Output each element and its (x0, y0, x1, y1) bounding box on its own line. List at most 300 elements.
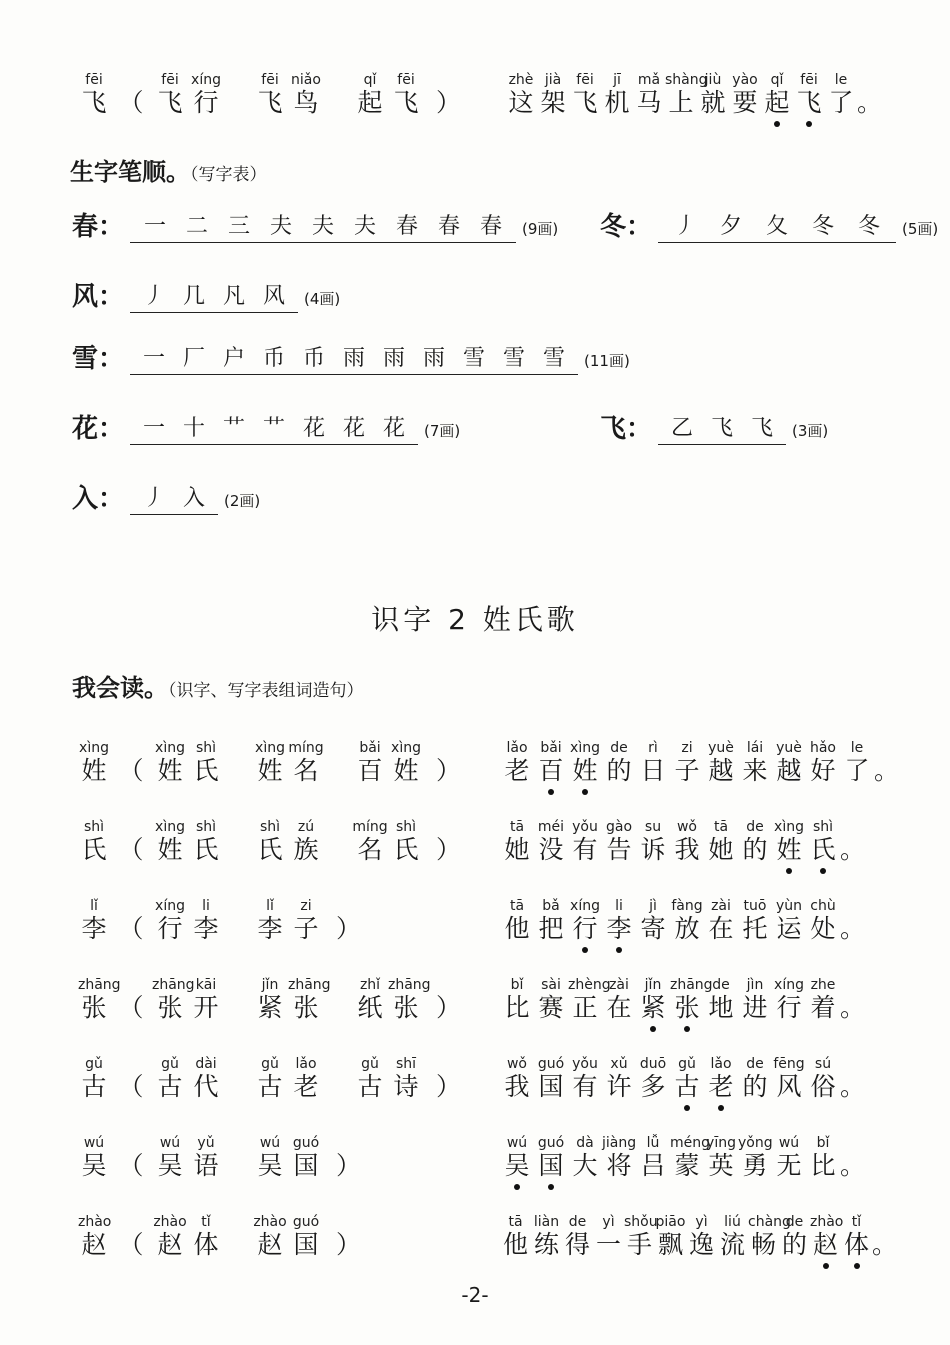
hanzi: 日 (640, 756, 666, 785)
sentence-syllable (500, 898, 534, 944)
punct: 。 (840, 1072, 866, 1101)
sentence-syllable (738, 1056, 772, 1102)
hanzi: 古 (674, 1072, 700, 1101)
pinyin: yǒng (738, 1135, 773, 1151)
word-row (0, 1119, 950, 1181)
word-3 (352, 72, 436, 118)
open-paren (110, 1135, 152, 1181)
stroke-step: 一 (143, 346, 166, 371)
pinyin: jì (649, 898, 657, 914)
pinyin: míng (352, 819, 388, 835)
hanzi: 吴 (81, 1151, 107, 1180)
pinyin: guó (537, 1056, 565, 1072)
hanzi: 老 (504, 756, 530, 785)
sentence-syllable (772, 819, 806, 865)
pinyin: fēng (773, 1056, 805, 1072)
pinyin: xíng (191, 72, 221, 88)
hanzi: 行 (776, 993, 802, 1022)
hanzi: 好 (810, 756, 836, 785)
hanzi: 上 (668, 88, 694, 117)
pinyin: méng (670, 1135, 711, 1151)
read-heading-note: （识字、写字表组词造句） (168, 681, 364, 701)
sentence-syllable (670, 898, 704, 944)
punct: 。 (840, 914, 866, 943)
stroke-step: 夕 (720, 214, 743, 239)
sentence-syllable (601, 72, 633, 118)
hanzi: 紧 (640, 993, 666, 1022)
pinyin: kāi (195, 977, 217, 993)
hanzi: 手 (626, 1230, 652, 1259)
word-2 (252, 740, 352, 786)
hanzi: 吴 (257, 1151, 283, 1180)
pinyin-blank (110, 1214, 152, 1230)
page-number: -2- (461, 1283, 489, 1307)
pinyin: de (785, 1214, 804, 1230)
syllable (188, 1135, 224, 1181)
stroke-step: 一 (143, 416, 166, 441)
stroke-step: 春 (480, 214, 503, 239)
pinyin: le (834, 72, 848, 88)
pinyin: jǐn (644, 977, 662, 993)
pinyin: xìng (79, 740, 109, 756)
stroke-step: 三 (228, 214, 251, 239)
stroke-sequence (130, 279, 298, 313)
stroke-step: 夫 (270, 214, 293, 239)
sentence-syllable (500, 740, 534, 786)
stroke-step: 户 (223, 346, 246, 371)
stroke-sequence (130, 341, 578, 375)
syllable (288, 1214, 324, 1260)
word-row (0, 882, 950, 944)
stroke-character: 风： (72, 282, 125, 312)
stroke-row-4 (72, 338, 630, 375)
hanzi: 飞 (393, 88, 419, 117)
stroke-step: 飞 (751, 416, 774, 441)
stroke-row-3 (72, 276, 340, 313)
stroke-count: (7画) (424, 422, 461, 440)
pinyin: de (746, 1056, 764, 1072)
sentence-syllable (534, 977, 568, 1023)
hanzi: 老 (708, 1072, 734, 1101)
pinyin: wú (159, 1135, 181, 1151)
sentence-syllable (806, 740, 840, 786)
hanzi: 氏 (810, 835, 836, 864)
sentence-syllable (534, 1056, 568, 1102)
hanzi: 飞 (157, 88, 183, 117)
syllable (152, 72, 188, 118)
pinyin-blank (840, 819, 862, 835)
sentence-syllable (562, 1214, 593, 1260)
pinyin: yīng (706, 1135, 736, 1151)
stroke-step: 入 (183, 486, 206, 511)
open-paren (110, 819, 152, 865)
stroke-step: 艹 (263, 416, 286, 441)
pinyin: míng (288, 740, 324, 756)
hanzi: 英 (708, 1151, 734, 1180)
pinyin: liú (724, 1214, 741, 1230)
sentence-syllable (636, 1056, 670, 1102)
pinyin: zhèng (568, 977, 611, 993)
syllable (188, 898, 224, 944)
hanzi: 有 (572, 1072, 598, 1101)
hanzi: 放 (674, 914, 700, 943)
sentence-syllable (761, 72, 793, 118)
pinyin: zhāng (288, 977, 331, 993)
hanzi: 姓 (776, 835, 802, 864)
word-row (0, 724, 950, 786)
stroke-step: 二 (186, 214, 209, 239)
syllable (288, 1135, 324, 1181)
stroke-character: 雪： (72, 344, 125, 374)
punct: （ (118, 914, 144, 943)
pinyin: lǐ (90, 898, 98, 914)
hanzi: 国 (538, 1072, 564, 1101)
stroke-step: 雨 (343, 346, 366, 371)
sentence-syllable (636, 819, 670, 865)
word-2 (252, 1135, 336, 1181)
hanzi: 张 (157, 993, 183, 1022)
hanzi: 赵 (812, 1230, 838, 1259)
hanzi: 我 (674, 835, 700, 864)
hanzi: 飞 (257, 88, 283, 117)
pinyin-blank (436, 72, 458, 88)
word-2 (252, 1056, 352, 1102)
pinyin-blank (436, 977, 458, 993)
stroke-count: (4画) (304, 290, 341, 308)
sentence-syllable (738, 1135, 772, 1181)
pinyin: rì (648, 740, 658, 756)
pinyin: xìng (774, 819, 804, 835)
pinyin: zi (300, 898, 312, 914)
sentence-syllable (670, 1056, 704, 1102)
syllable (252, 740, 288, 786)
hanzi: 进 (742, 993, 768, 1022)
hanzi: 比 (810, 1151, 836, 1180)
close-paren (336, 1135, 362, 1181)
sentence-syllable (534, 740, 568, 786)
word-group (78, 740, 462, 786)
hanzi: 的 (606, 756, 632, 785)
hanzi: 多 (640, 1072, 666, 1101)
word-2 (252, 898, 336, 944)
pinyin-blank (840, 898, 862, 914)
pinyin: shàng (665, 72, 708, 88)
pinyin: zhè (508, 72, 534, 88)
pinyin: fēi (85, 72, 103, 88)
hanzi: 赵 (81, 1230, 107, 1259)
example-sentence (500, 1135, 866, 1181)
pinyin: fēi (161, 72, 179, 88)
pinyin: lái (746, 740, 764, 756)
pinyin: wú (259, 1135, 281, 1151)
sentence-syllable (633, 72, 665, 118)
sentence-syllable (636, 1135, 670, 1181)
sentence-syllable (704, 1056, 738, 1102)
emphasis-dot (854, 1263, 860, 1269)
word-group (78, 898, 362, 944)
pinyin: lǐ (266, 898, 274, 914)
hanzi: 体 (193, 1230, 219, 1259)
pinyin: gǔ (161, 1056, 179, 1072)
pinyin: hǎo (809, 740, 837, 756)
word-1 (152, 72, 252, 118)
sentence-period (857, 72, 883, 118)
sentence-syllable (772, 1135, 806, 1181)
pinyin: shì (195, 819, 217, 835)
hanzi: 架 (540, 88, 566, 117)
pinyin: yì (602, 1214, 615, 1230)
pinyin: fēi (800, 72, 818, 88)
pinyin: tā (508, 1214, 523, 1230)
stroke-step: 厂 (183, 346, 206, 371)
sentence-period (840, 1135, 866, 1181)
sentence-syllable (500, 977, 534, 1023)
word-group (78, 1056, 462, 1102)
stroke-step: 丿 (674, 214, 697, 239)
pinyin: jiù (704, 72, 722, 88)
hanzi: 赵 (257, 1230, 283, 1259)
top-word-row (0, 56, 950, 116)
hanzi: 在 (606, 993, 632, 1022)
stroke-sequence (130, 481, 218, 515)
word-2 (252, 72, 352, 118)
syllable (152, 1056, 188, 1102)
stroke-row-5 (72, 408, 460, 445)
sentence-period (840, 977, 866, 1023)
hanzi: 鸟 (293, 88, 319, 117)
close-paren (336, 898, 362, 944)
punct: （ (118, 993, 144, 1022)
stroke-sequence (658, 209, 896, 243)
head-character (78, 898, 110, 944)
hanzi: 我 (504, 1072, 530, 1101)
close-paren (436, 740, 462, 786)
pinyin: le (850, 740, 864, 756)
syllable (188, 740, 224, 786)
pinyin: niǎo (291, 72, 321, 88)
stroke-step: 夫 (354, 214, 377, 239)
stroke-count: (9画) (522, 220, 559, 238)
hanzi: 飞 (81, 88, 107, 117)
pinyin: xíng (774, 977, 804, 993)
word-3 (352, 1056, 436, 1102)
hanzi: 李 (257, 914, 283, 943)
pinyin: zi (681, 740, 693, 756)
pinyin: piāo (655, 1214, 686, 1230)
word-1 (152, 1135, 252, 1181)
word-1 (152, 819, 252, 865)
sentence-syllable (534, 819, 568, 865)
pinyin: jǐn (261, 977, 279, 993)
sentence-syllable (670, 819, 704, 865)
hanzi: 姓 (572, 756, 598, 785)
pinyin-blank (857, 72, 879, 88)
pinyin: tā (509, 898, 525, 914)
syllable (388, 72, 424, 118)
sentence-syllable (729, 72, 761, 118)
hanzi: 越 (776, 756, 802, 785)
syllable (352, 819, 388, 865)
sentence-syllable (568, 1056, 602, 1102)
sentence-syllable (602, 819, 636, 865)
hanzi: 氏 (193, 835, 219, 864)
word-group (78, 977, 462, 1023)
stroke-heading-text: 生字笔顺。 (70, 158, 190, 186)
sentence-syllable (636, 898, 670, 944)
pinyin: wú (506, 1135, 528, 1151)
pinyin: bǐ (816, 1135, 830, 1151)
word-row (0, 56, 950, 118)
punct: （ (118, 1151, 144, 1180)
stroke-step: 丿 (143, 284, 166, 309)
sentence-syllable (772, 898, 806, 944)
word-1 (152, 977, 252, 1023)
hanzi: 她 (504, 835, 530, 864)
hanzi: 李 (193, 914, 219, 943)
pinyin: fēi (261, 72, 279, 88)
sentence-syllable (704, 740, 738, 786)
open-paren (110, 898, 152, 944)
stroke-step: 夫 (312, 214, 335, 239)
example-sentence (505, 72, 883, 118)
stroke-count: (2画) (224, 492, 261, 510)
hanzi: 吕 (640, 1151, 666, 1180)
hanzi: 行 (157, 914, 183, 943)
pinyin-blank (110, 977, 152, 993)
pinyin-blank (840, 977, 862, 993)
head-character (78, 977, 121, 1023)
stroke-step: 飞 (711, 416, 734, 441)
hanzi: 氏 (257, 835, 283, 864)
pinyin: lǚ (646, 1135, 660, 1151)
punct: ） (436, 993, 462, 1022)
syllable (152, 1135, 188, 1181)
word-group (78, 72, 462, 118)
emphasis-dot (786, 868, 792, 874)
sentence-period (872, 1214, 898, 1260)
pinyin: tǐ (201, 1214, 211, 1230)
pinyin: jìn (746, 977, 764, 993)
syllable (152, 740, 188, 786)
syllable (188, 72, 224, 118)
sentence-syllable (500, 1214, 531, 1260)
syllable (288, 977, 331, 1023)
pinyin: yì (695, 1214, 708, 1230)
sentence-syllable (602, 1056, 636, 1102)
open-paren (110, 740, 152, 786)
pinyin: dài (195, 1056, 217, 1072)
sentence-syllable (772, 740, 806, 786)
pinyin: yào (732, 72, 758, 88)
pinyin: zhào (253, 1214, 287, 1230)
pinyin-blank (436, 740, 458, 756)
pinyin-blank (840, 1135, 862, 1151)
close-paren (436, 1056, 462, 1102)
syllable (352, 740, 388, 786)
syllable (288, 1056, 324, 1102)
word-group (78, 1214, 362, 1260)
head-character (78, 1214, 110, 1260)
hanzi: 吴 (157, 1151, 183, 1180)
head-character (78, 72, 110, 118)
hanzi: 的 (781, 1230, 807, 1259)
syllable (288, 72, 324, 118)
stroke-step: 艹 (223, 416, 246, 441)
hanzi: 族 (293, 835, 319, 864)
pinyin: xìng (155, 740, 185, 756)
pinyin: wú (83, 1135, 105, 1151)
hanzi: 地 (708, 993, 734, 1022)
punct: （ (118, 88, 144, 117)
pinyin-blank (336, 1214, 358, 1230)
pinyin: shì (812, 819, 834, 835)
stroke-count: (5画) (902, 220, 939, 238)
hanzi: 的 (742, 1072, 768, 1101)
hanzi: 在 (708, 914, 734, 943)
stroke-step: 币 (263, 346, 286, 371)
stroke-step: 雪 (543, 346, 566, 371)
syllable (252, 1056, 288, 1102)
sentence-syllable (593, 1214, 624, 1260)
hanzi: 马 (636, 88, 662, 117)
sentence-syllable (704, 898, 738, 944)
example-sentence (500, 1214, 898, 1260)
word-1 (152, 1056, 252, 1102)
word-3 (352, 977, 436, 1023)
pinyin: zú (297, 819, 315, 835)
pinyin: lǎo (710, 1056, 732, 1072)
word-2 (252, 977, 352, 1023)
sentence-syllable (793, 72, 825, 118)
syllable (388, 1056, 424, 1102)
pinyin: shì (195, 740, 217, 756)
pinyin: zhāng (670, 977, 713, 993)
pinyin: xíng (570, 898, 600, 914)
pinyin: zhāng (388, 977, 431, 993)
syllable (252, 1135, 288, 1181)
sentence-syllable (624, 1214, 658, 1260)
pinyin: guó (292, 1214, 320, 1230)
sentence-syllable (670, 1135, 711, 1181)
emphasis-dot (820, 868, 826, 874)
pinyin: fēi (576, 72, 594, 88)
open-paren (110, 1056, 152, 1102)
pinyin-blank (336, 1135, 358, 1151)
syllable (252, 977, 288, 1023)
sentence-syllable (704, 1135, 738, 1181)
sentence-period (840, 819, 866, 865)
stroke-row-2 (600, 206, 938, 243)
pinyin: shī (395, 1056, 417, 1072)
hanzi: 开 (193, 993, 219, 1022)
stroke-step: 雪 (463, 346, 486, 371)
pinyin: gào (605, 819, 633, 835)
hanzi: 这 (508, 88, 534, 117)
stroke-step: 乙 (671, 416, 694, 441)
pinyin: xìng (255, 740, 285, 756)
stroke-character: 入： (72, 484, 125, 514)
punct: 。 (840, 993, 866, 1022)
stroke-step: 风 (263, 284, 286, 309)
stroke-count: (11画) (584, 352, 630, 370)
pinyin: bǎi (359, 740, 381, 756)
pinyin: de (610, 740, 628, 756)
pinyin: xǔ (610, 1056, 628, 1072)
punct: ） (436, 88, 462, 117)
hanzi: 的 (742, 835, 768, 864)
hanzi: 要 (732, 88, 758, 117)
hanzi: 老 (293, 1072, 319, 1101)
